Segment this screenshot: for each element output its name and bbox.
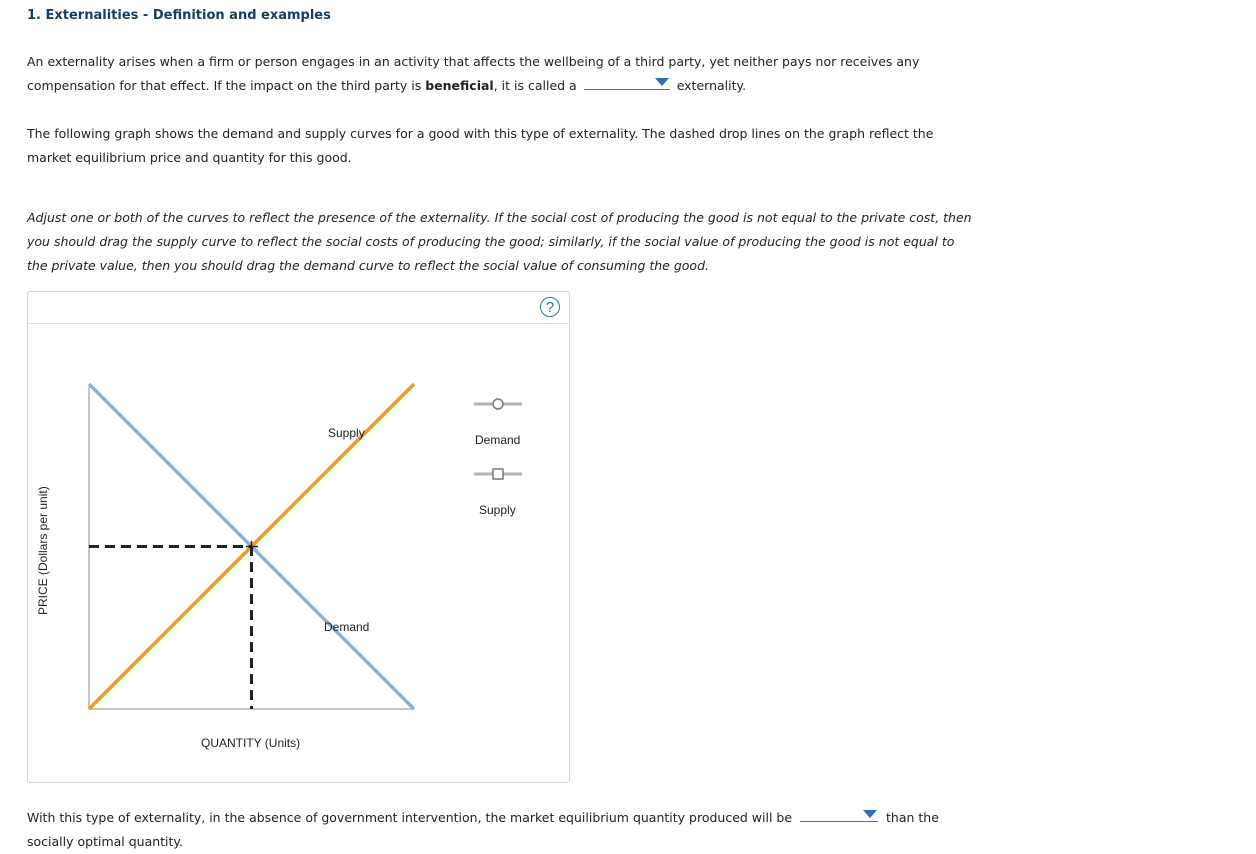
- legend-demand-label: Demand: [475, 433, 521, 447]
- graph-svg: [28, 292, 569, 782]
- question-title: 1. Externalities - Definition and examples: [27, 8, 331, 23]
- legend-demand-tool[interactable]: [474, 399, 522, 409]
- dropdown-arrow-icon: [863, 810, 877, 818]
- graph-description-line-1: The following graph shows the demand and supply curves for a good with this type of externality. The dashed drop lines on the graph reflect the: [27, 126, 934, 141]
- demand-curve-label: Demand: [324, 620, 370, 634]
- conclusion-line-1: [27, 806, 939, 830]
- legend-supply-tool[interactable]: [474, 469, 522, 479]
- intro-text-c: externality.: [676, 78, 747, 93]
- conclusion-text-a: With this type of externality, in the absence of government intervention, the market equilibrium quantity produced will be: [27, 810, 793, 825]
- intro-line-1: An externality arises when a firm or person engages in an activity that affects the wellbeing of a third party, yet neither pays nor receives any: [27, 54, 920, 69]
- supply-curve-label: Supply: [328, 426, 365, 440]
- dropdown-arrow-icon: [655, 78, 669, 86]
- conclusion-line-2: socially optimal quantity.: [27, 834, 184, 849]
- instructions-line-1: Adjust one or both of the curves to reflect the presence of the externality. If the social cost of producing the good is not equal to the private cost, then: [27, 210, 972, 225]
- help-icon[interactable]: ?: [540, 297, 560, 317]
- graph-description-line-2: market equilibrium price and quantity for this good.: [27, 150, 352, 165]
- legend-supply-label: Supply: [479, 503, 516, 517]
- instructions-line-2: you should drag the supply curve to reflect the social costs of producing the good; similarly, if the social value of producing the good is not equal to: [27, 234, 955, 249]
- conclusion-paragraph: [27, 806, 939, 854]
- intro-line-2: [27, 74, 919, 98]
- intro-paragraph: [27, 50, 919, 98]
- externality-type-dropdown[interactable]: [584, 75, 670, 90]
- x-axis-label: QUANTITY (Units): [201, 736, 301, 750]
- intro-text-b: , it is called a: [493, 78, 577, 93]
- square-marker-icon[interactable]: [493, 469, 503, 479]
- graph-description: [27, 122, 933, 170]
- graph-panel: [27, 291, 570, 783]
- intro-text-a: compensation for that effect. If the impact on the third party is: [27, 78, 426, 93]
- circle-marker-icon[interactable]: [493, 399, 503, 409]
- quantity-comparison-dropdown[interactable]: [800, 807, 878, 822]
- y-axis-label: PRICE (Dollars per unit): [36, 486, 50, 615]
- intro-bold-word: beneficial: [425, 78, 494, 93]
- instructions: [27, 206, 972, 278]
- conclusion-text-b: than the: [886, 810, 939, 825]
- instructions-line-3: the private value, then you should drag the demand curve to reflect the social value of consuming the good.: [27, 258, 709, 273]
